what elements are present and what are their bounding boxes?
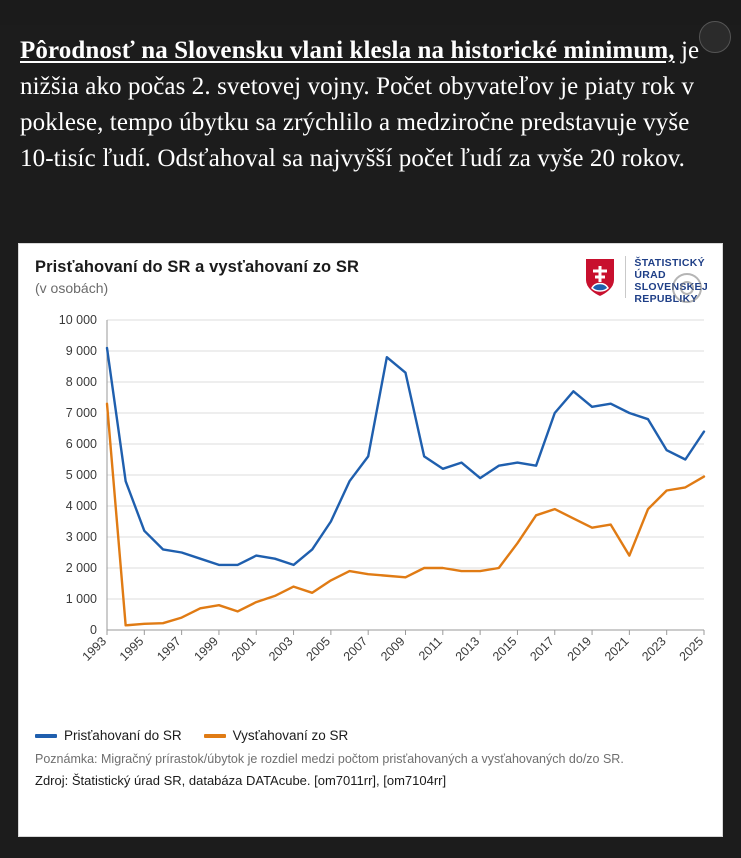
svg-text:2013: 2013 — [452, 634, 483, 664]
chart-note: Poznámka: Migračný prírastok/úbytok je rozdiel medzi počtom prisťahovaných a vysťahovaných do/zo SR. — [35, 752, 624, 766]
chart-plot-area — [19, 306, 722, 726]
svg-text:2021: 2021 — [601, 634, 632, 664]
logo-divider — [625, 256, 626, 298]
legend-swatch-in — [35, 734, 57, 738]
svg-text:8 000: 8 000 — [65, 375, 97, 389]
svg-text:2023: 2023 — [639, 634, 669, 664]
svg-text:2007: 2007 — [340, 634, 371, 664]
chart-header — [19, 244, 722, 305]
chart-source: Zdroj: Štatistický úrad SR, databáza DATAcube. [om7011rr], [om7104rr] — [35, 773, 447, 788]
svg-text:5 000: 5 000 — [65, 468, 97, 482]
logo-line-4: REPUBLIKY — [634, 293, 698, 305]
line-chart — [19, 306, 722, 726]
svg-text:6 000: 6 000 — [65, 437, 97, 451]
svg-text:2 000: 2 000 — [65, 561, 97, 575]
article-lead — [0, 25, 741, 177]
chart-subtitle: (v osobách) — [35, 280, 109, 296]
svg-text:2015: 2015 — [489, 634, 520, 664]
legend-label-out: Vysťahovaní zo SR — [232, 728, 349, 743]
chart-title: Prisťahovaní do SR a vysťahovaní zo SR — [35, 258, 360, 276]
svg-text:1999: 1999 — [191, 634, 222, 664]
chart-card — [18, 243, 723, 837]
svg-text:1995: 1995 — [116, 634, 147, 664]
svg-text:9 000: 9 000 — [65, 344, 97, 358]
article-headline-link[interactable]: Pôrodnosť na Slovensku vlani klesla na historické minimum, — [20, 37, 675, 64]
legend-swatch-out — [204, 734, 226, 738]
svg-text:2001: 2001 — [228, 634, 259, 664]
logo-line-2: ÚRAD — [634, 269, 666, 281]
logo-line-3: SLOVENSKEJ — [634, 281, 708, 293]
svg-text:2005: 2005 — [303, 634, 333, 664]
svg-text:2017: 2017 — [527, 634, 557, 664]
svg-text:1 000: 1 000 — [65, 592, 97, 606]
logo-line-1: ŠTATISTICKÝ — [634, 257, 705, 269]
article-body-text: je nižšia ako počas 2. svetovej vojny. Počet obyvateľov je piaty rok v poklese, tempo úbytku sa zrýchlilo a medziročne predstavuje vyše 10-tisíc ľudí. Odsťahoval sa najvyšší počet ľudí za vyše 20 rokov. — [20, 37, 700, 172]
svg-text:2009: 2009 — [378, 634, 408, 664]
svg-text:2025: 2025 — [676, 634, 707, 664]
legend-label-in: Prisťahovaní do SR — [64, 728, 182, 743]
floating-action-button[interactable] — [699, 21, 731, 53]
svg-text:0: 0 — [90, 623, 97, 637]
svg-text:1993: 1993 — [79, 634, 110, 664]
svg-text:3 000: 3 000 — [65, 530, 97, 544]
slovak-coat-of-arms-icon — [583, 256, 617, 298]
svg-text:1997: 1997 — [154, 634, 184, 664]
svg-text:2011: 2011 — [416, 634, 445, 664]
legend-item-out — [204, 728, 349, 743]
legend-item-in — [35, 728, 182, 743]
article-page — [0, 25, 741, 858]
svg-text:10 000: 10 000 — [58, 313, 97, 327]
svg-text:2003: 2003 — [266, 634, 296, 664]
watermark-icon — [672, 273, 702, 303]
chart-legend — [19, 726, 722, 743]
svg-text:4 000: 4 000 — [65, 499, 97, 513]
svg-text:2019: 2019 — [564, 634, 595, 664]
svg-text:7 000: 7 000 — [65, 406, 97, 420]
